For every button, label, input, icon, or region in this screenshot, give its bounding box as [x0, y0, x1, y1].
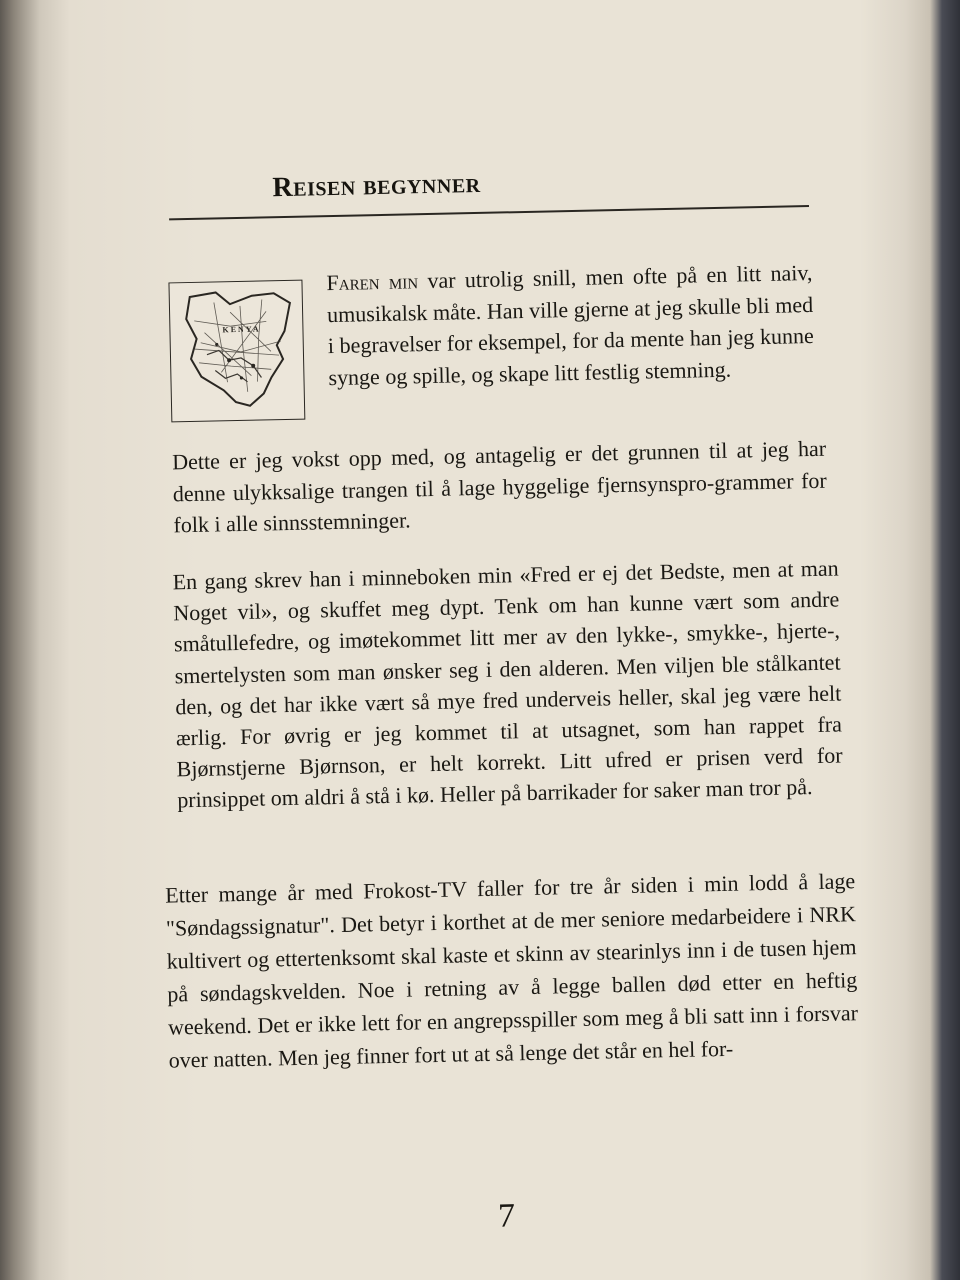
kenya-map-icon	[168, 280, 305, 423]
paragraph-1-text: var utrolig snill, men ofte på en litt naiv, umusikalsk måte. Han ville gjerne at jeg skulle bli med i begravelser for eksempel, for da mente han jeg kunne synge og spille, og skape litt festlig stemning.	[326, 259, 814, 390]
title-rule	[169, 205, 809, 220]
paragraph-1-lead: Faren min	[326, 268, 419, 296]
page-number: 7	[497, 1197, 516, 1235]
chapter-title: Reisen begynner	[272, 167, 481, 204]
paragraph-3: En gang skrev han i minneboken min «Fred er ej det Bedste, men at man Noget vil», og skuffet meg dypt. Tenk om han kunne vært som andre småtullefedre, og imøtekommet litt mer av den lykke-, smykke-, hjerte-, smertelysten som man ønsker seg i den alderen. Men viljen ble stålkantet den, og det har ikke vært så mye fred underveis heller, skal jeg være helt ærlig. For øvrig er jeg kommet til at utsagnet, som han rappet fra Bjørnstjerne Bjørnson, er helt korrekt. Litt ufred er prisen verd for prinsippet om aldri å stå i kø. Heller på barrikader for saker man tror på.	[172, 555, 843, 813]
paragraph-2: Dette er jeg vokst opp med, og antagelig er det grunnen til at jeg har denne ulykksalige trangen til å lage hyggelige fjernsynspro-grammer for folk i alle sinnsstemninger.	[171, 435, 827, 538]
paragraph-4: Etter mange år med Frokost-TV faller for tre år siden i min lodd å lage "Søndagssignatur". Det betyr i korthet at de mer seniore medarbeidere i NRK kultivert og ettertenksomt skal kaste et skinn av stearinlys inn i de tusen hjem på søndagskvelden. Noe i retning av å legge ballen død etter en heftig weekend. Det er ikke lett for en angrepsspiller som meg å bli satt inn i forsvar over natten. Men jeg finner fort ut at så lenge det står en hel for-	[165, 868, 859, 1073]
paragraph-1	[326, 257, 815, 393]
map-label: KENYA	[222, 324, 261, 335]
